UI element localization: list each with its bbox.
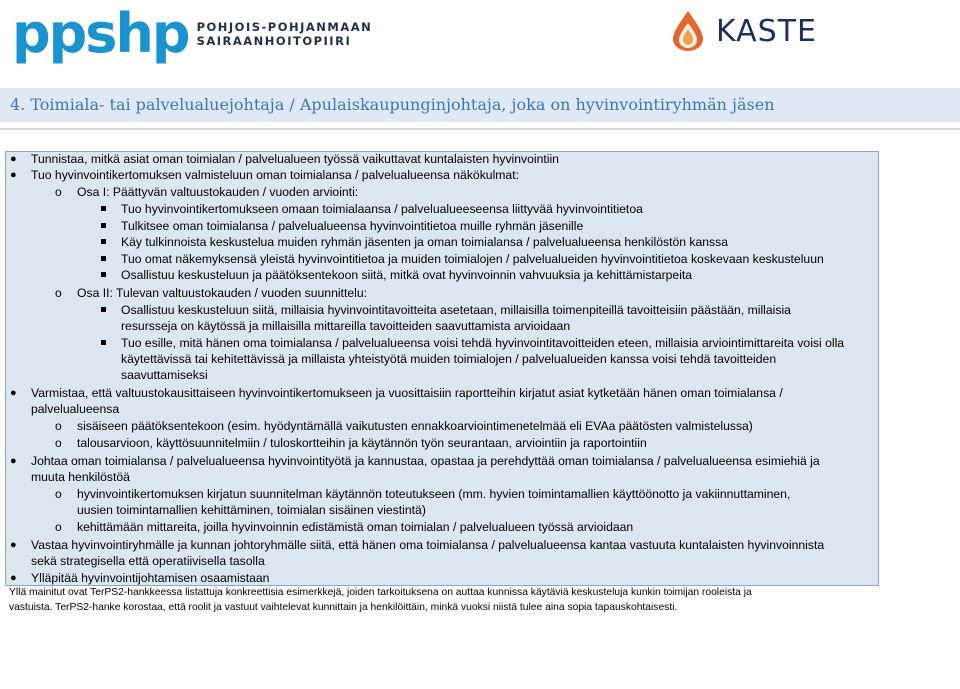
- page-number: 8: [892, 599, 910, 639]
- bullet-dot-icon: ●: [10, 572, 17, 584]
- bullet-square-icon: [101, 272, 106, 277]
- list-item: Johtaa oman toimialansa / palvelualueensa hyvinvointityötä ja kannustaa, opastaa ja perehdyttää oman toimialansa / palvelualueensa esimiehiä ja: [31, 454, 820, 468]
- list-item: Osallistuu keskusteluun siitä, millaisia hyvinvointitavoitteita asetetaan, millaisilla toimenpiteillä tavoitteisiin päästään, millaisia: [121, 303, 791, 317]
- list-item: Vastaa hyvinvointiryhmälle ja kunnan johtoryhmälle siitä, että hänen oma toimialansa / palvelualueensa kantaa vastuuta kuntalaisten hyvinvoinnista: [31, 538, 825, 552]
- list-item-continuation: sekä strategisella että operatiivisella tasolla: [31, 554, 265, 568]
- bullet-square-icon: [101, 340, 106, 345]
- ppshp-logo-line1: POHJOIS-POHJANMAAN: [196, 20, 373, 34]
- bullet-dot-icon: ●: [10, 387, 17, 399]
- list-item: kehittämään mittareita, joilla hyvinvoinnin edistämistä oman toimialan / palvelualueen työssä arvioidaan: [77, 520, 634, 534]
- bullet-square-icon: [101, 206, 106, 211]
- bullet-circle-icon: o: [55, 436, 62, 450]
- bullet-dot-icon: ●: [10, 169, 17, 181]
- bullet-square-icon: [101, 256, 106, 261]
- ppshp-logo: [12, 2, 373, 65]
- ppshp-logo-word: ppshp: [12, 2, 189, 65]
- list-item: hyvinvointikertomuksen kirjatun suunnitelman käytännön toteutukseen (mm. hyvien toimintamallien käyttöönotto ja vakiinnuttaminen,: [77, 487, 791, 501]
- list-item: talousarvioon, käyttösuunnitelmiin / tuloskortteihin ja käytännön työn seurantaan, arviointiin ja raportointiin: [77, 436, 647, 450]
- list-item: sisäiseen päätöksentekoon (esim. hyödyntämällä vaikutusten ennakkoarviointimenetelmää eli EVAa päätösten valmistelussa): [77, 419, 753, 433]
- title-divider: [0, 128, 960, 130]
- list-item: Ylläpitää hyvinvointijohtamisen osaamistaan: [31, 571, 270, 585]
- list-item-continuation: palvelualueensa: [31, 402, 120, 416]
- list-item: Tulkitsee oman toimialansa / palvelualueensa hyvinvointitietoa muille ryhmän jäsenille: [121, 219, 584, 233]
- bullet-circle-icon: o: [55, 487, 62, 501]
- list-item: Tuo hyvinvointikertomukseen omaan toimialaansa / palvelualueeseensa liittyvää hyvinvointitietoa: [121, 202, 643, 216]
- bullet-dot-icon: ●: [10, 539, 17, 551]
- kaste-logo-word: KASTE: [716, 13, 817, 49]
- list-item: Tuo esille, mitä hänen oma toimialansa / palvelualueensa voisi tehdä hyvinvointitavoitteiden eteen, millaisia arviointimittareita voisi olla: [121, 336, 845, 350]
- footnote-line: Yllä mainitut ovat TerPS2-hankkeessa listattuja konkreettisia esimerkkejä, joiden tarkoituksena on auttaa kunnissa käytäviä keskusteluja kunkin toimijan rooleista ja: [9, 587, 752, 598]
- list-item: Tuo hyvinvointikertomuksen valmisteluun oman toimialansa / palvelualueensa näkökulmat:: [31, 168, 519, 182]
- list-item: Käy tulkinnoista keskustelua muiden ryhmän jäsenten ja oman toimialansa / palvelualueensa henkilöstön kanssa: [121, 235, 729, 249]
- list-item-continuation: resursseja on käytössä ja millaisilla mittareilla tavoitteiden saavuttamista arvioidaan: [121, 319, 571, 333]
- list-item: Tuo omat näkemyksensä yleistä hyvinvointitietoa ja muiden toimialojen / palvelualueiden hyvinvointitietoa koskevaan keskusteluun: [121, 252, 824, 266]
- kaste-drop-icon: [668, 9, 708, 53]
- bullet-circle-icon: o: [55, 286, 62, 300]
- list-item-continuation: uusien toimintamallien kehittäminen, toimialan sisäinen viestintä): [77, 503, 426, 517]
- footnote-line: vastuista. TerPS2-hanke korostaa, että roolit ja vastuut vaihtelevat kunnittain ja henkilöittäin, minkä vuoksi niistä tulee aina sopia tapauskohtaisesti.: [9, 602, 678, 613]
- bullet-dot-icon: ●: [10, 153, 17, 165]
- list-item-continuation: muuta henkilöstöä: [31, 470, 130, 484]
- ppshp-logo-subtitle: [197, 20, 373, 48]
- list-item: Tunnistaa, mitkä asiat oman toimialan / palvelualueen työssä vaikuttavat kuntalaisten hyvinvointiin: [31, 152, 559, 166]
- list-item: Osa I: Päättyvän valtuustokauden / vuoden arviointi:: [77, 185, 359, 199]
- bullet-square-icon: [101, 223, 106, 228]
- bullet-square-icon: [101, 239, 106, 244]
- list-item-continuation: käytettävissä tai kehitettävissä ja millaista yhteistyötä muiden toimialojen / palvelualueiden kanssa voisi tehdä tavoitteiden: [121, 352, 777, 366]
- bullet-circle-icon: o: [55, 520, 62, 534]
- bullet-circle-icon: o: [55, 419, 62, 433]
- bullet-circle-icon: o: [55, 185, 62, 199]
- list-item-continuation: saavuttamiseksi: [121, 368, 208, 382]
- page-title: 4. Toimiala- tai palvelualuejohtaja / Apulaiskaupunginjohtaja, joka on hyvinvointiryhmän jäsen: [10, 95, 775, 114]
- list-item: Osa II: Tulevan valtuustokauden / vuoden suunnittelu:: [77, 286, 367, 300]
- ppshp-logo-line2: SAIRAANHOITOPIIRI: [196, 34, 352, 48]
- kaste-logo: [668, 6, 817, 56]
- list-item: Osallistuu keskusteluun ja päätöksentekoon siitä, mitkä ovat hyvinvoinnin vahvuuksia ja kehittämistarpeita: [121, 268, 693, 282]
- bullet-square-icon: [101, 307, 106, 312]
- bullet-dot-icon: ●: [10, 455, 17, 467]
- list-item: Varmistaa, että valtuustokausittaiseen hyvinvointikertomukseen ja vuosittaisiin raportteihin kirjatut asiat kytketään hänen oman toimialansa /: [31, 386, 783, 400]
